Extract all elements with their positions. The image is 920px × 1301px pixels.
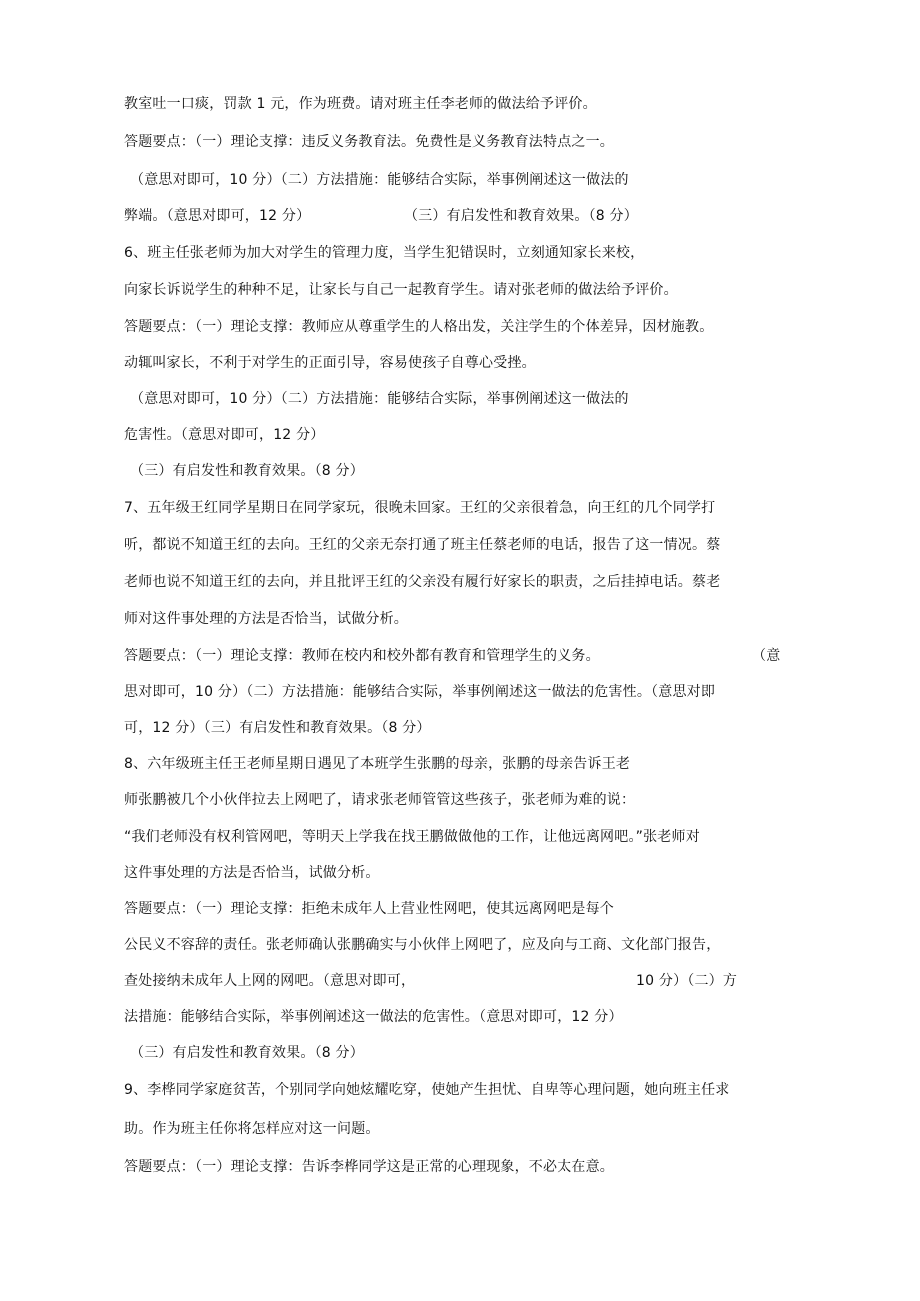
text-line-4-left: 弊端。（意思对即可，12 分） [124,208,311,224]
answer-8-line-5: （三）有启发性和教育效果。（8 分） [130,1045,364,1061]
text-line-3: （意思对即可，10 分）（二）方法措施：能够结合实际，举事例阐述这一做法的 [130,172,629,188]
answer-6-line-3: （意思对即可，10 分）（二）方法措施：能够结合实际，举事例阐述这一做法的 [130,391,629,407]
answer-7-line-3: 可，12 分）（三）有启发性和教育效果。（8 分） [124,720,431,736]
question-6-line-1: 6、班主任张老师为加大对学生的管理力度，当学生犯错误时，立刻通知家长来校， [124,245,645,261]
answer-7-line-1-right: （意 [752,648,781,664]
question-7-line-4: 师对这件事处理的方法是否恰当，试做分析。 [124,611,408,627]
answer-7-line-2: 思对即可，10 分）（二）方法措施：能够结合实际，举事例阐述这一做法的危害性。（意思对即 [124,684,716,700]
question-8-line-3: “我们老师没有权利管网吧，等明天上学我在找王鹏做做他的工作，让他远离网吧。”张老师对 [124,829,700,845]
answer-6-line-5: （三）有启发性和教育效果。（8 分） [130,463,364,479]
answer-8-line-3-right: 10 分）（二）方 [636,973,738,989]
answer-8-line-1: 答题要点：（一）理论支撑：拒绝未成年人上营业性网吧，使其远离网吧是每个 [124,901,614,917]
text-line-4-right: （三）有启发性和教育效果。（8 分） [404,208,638,224]
text-line-4 [124,206,310,226]
question-6-line-2: 向家长诉说学生的种种不足，让家长与自己一起教育学生。请对张老师的做法给予评价。 [124,282,678,298]
text-line-2: 答题要点：（一）理论支撑：违反义务教育法。免费性是义务教育法特点之一。 [124,134,614,150]
question-9-line-2: 助。作为班主任你将怎样应对这一问题。 [124,1121,380,1137]
question-7-line-3: 老师也说不知道王红的去向，并且批评王红的父亲没有履行好家长的职责，之后挂掉电话。蔡老 [124,574,721,590]
answer-6-line-1: 答题要点：（一）理论支撑：教师应从尊重学生的人格出发，关注学生的个体差异，因材施教。 [124,319,714,335]
question-8-line-1: 8、六年级班主任王老师星期日遇见了本班学生张鹏的母亲，张鹏的母亲告诉王老 [124,756,631,772]
answer-8-line-3: 查处接纳未成年人上网的网吧。（意思对即可， [124,973,416,989]
question-7-line-2: 听，都说不知道王红的去向。王红的父亲无奈打通了班主任蔡老师的电话，报告了这一情况。蔡 [124,537,721,553]
answer-9-line-1: 答题要点：（一）理论支撑：告诉李桦同学这是正常的心理现象，不必太在意。 [124,1159,614,1175]
answer-6-line-2: 动辄叫家长，不利于对学生的正面引导，容易使孩子自尊心受挫。 [124,355,536,371]
answer-7-line-1: 答题要点：（一）理论支撑：教师在校内和校外都有教育和管理学生的义务。 [124,648,600,664]
answer-6-line-4: 危害性。（意思对即可，12 分） [124,427,325,443]
question-8-line-2: 师张鹏被几个小伙伴拉去上网吧了，请求张老师管管这些孩子，张老师为难的说： [124,792,636,808]
answer-8-line-2: 公民义不容辞的责任。张老师确认张鹏确实与小伙伴上网吧了，应及向与工商、文化部门报告， [124,937,721,953]
question-7-line-1: 7、五年级王红同学星期日在同学家玩，很晚未回家。王红的父亲很着急，向王红的几个同学打 [124,500,716,516]
answer-8-line-4: 法措施：能够结合实际，举事例阐述这一做法的危害性。（意思对即可，12 分） [124,1009,623,1025]
question-8-line-4: 这件事处理的方法是否恰当，试做分析。 [124,865,380,881]
question-9-line-1: 9、李桦同学家庭贫苦，个别同学向她炫耀吃穿，使她产生担忧、自卑等心理问题，她向班主任求 [124,1082,730,1098]
text-line-1: 教室吐一口痰，罚款 1 元，作为班费。请对班主任李老师的做法给予评价。 [124,96,597,112]
